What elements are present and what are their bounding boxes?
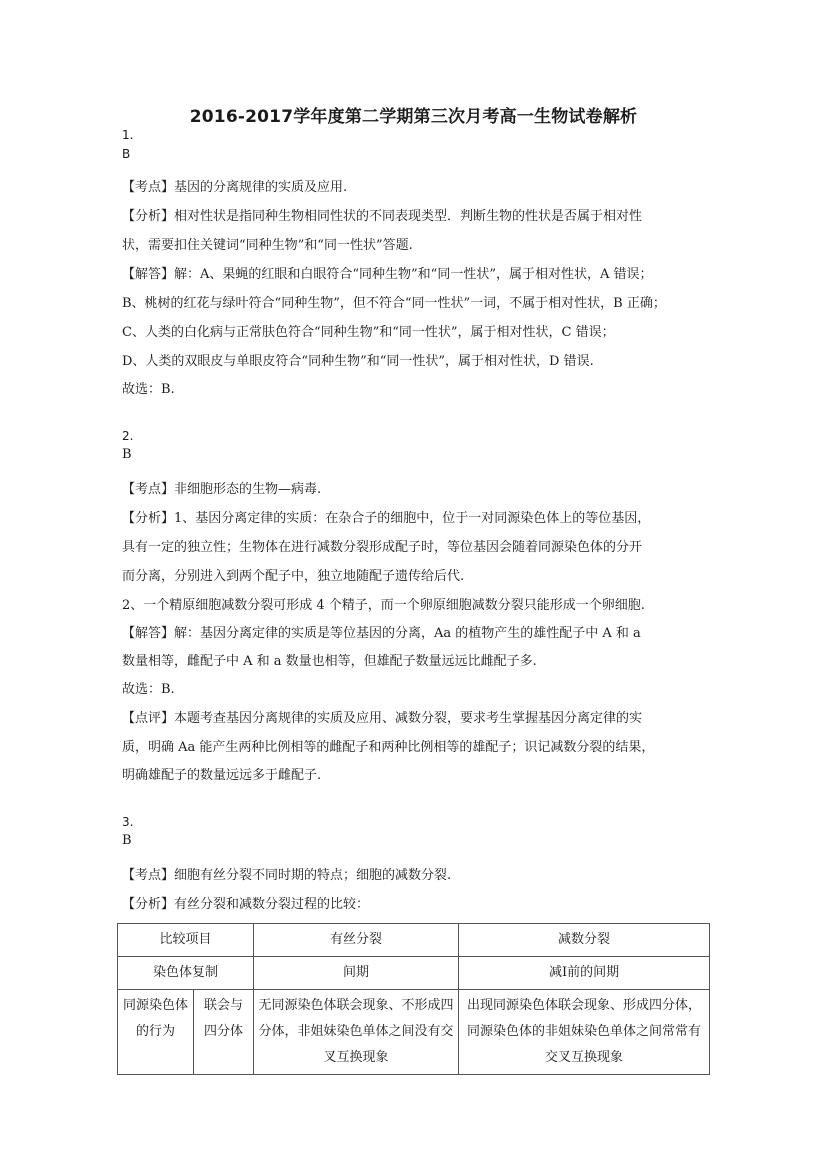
- table-cell: 间期: [254, 957, 459, 990]
- text-line: 【考点】细胞有丝分裂不同时期的特点；细胞的减数分裂.: [122, 868, 452, 883]
- table-header-cell: 有丝分裂: [254, 924, 459, 957]
- text-line: 【分析】1、基因分离定律的实质：在杂合子的细胞中，位于一对同源染色体上的等位基因，: [122, 511, 651, 526]
- text-line: 【分析】有丝分裂和减数分裂过程的比较：: [122, 897, 370, 912]
- text-line: 【点评】本题考查基因分离规律的实质及应用、减数分裂，要求考生掌握基因分离定律的实: [122, 711, 643, 726]
- text-line: 2、一个精原细胞减数分裂可形成 4 个精子，而一个卵原细胞减数分裂只能形成一个卵细胞.: [122, 598, 645, 613]
- text-line: 状，需要扣住关键词“同种生物”和“同一性状”答题.: [122, 238, 413, 253]
- text-line: 数量相等，雌配子中 A 和 a 数量也相等，但雄配子数量远远比雌配子多.: [122, 654, 537, 669]
- text-line: 【分析】相对性状是指同种生物相同性状的不同表现类型．判断生物的性状是否属于相对性: [122, 209, 643, 224]
- table-row: [118, 957, 710, 990]
- question-answer: B: [122, 447, 132, 462]
- text-line: 故选：B.: [122, 682, 175, 697]
- text-line: D、人类的双眼皮与单眼皮符合“同种生物”和“同一性状”，属于相对性状，D 错误.: [122, 354, 594, 369]
- question-answer: B: [122, 833, 132, 848]
- text-line: 明确雄配子的数量远远多于雌配子.: [122, 768, 322, 783]
- table-cell: 联会与四分体: [194, 990, 254, 1075]
- table-cell: 无同源染色体联会现象、不形成四分体，非姐妹染色单体之间没有交叉互换现象: [254, 990, 459, 1075]
- question-number: 2.: [122, 429, 134, 443]
- page-title: 2016-2017学年度第二学期第三次月考高一生物试卷解析: [189, 107, 638, 127]
- comparison-table: [117, 923, 710, 1075]
- text-line: 【解答】解：A、果蝇的红眼和白眼符合“同种生物”和“同一性状”，属于相对性状，A 错误；: [122, 267, 653, 282]
- text-line: 而分离，分别进入到两个配子中，独立地随配子遗传给后代.: [122, 569, 465, 584]
- question-number: 1.: [122, 128, 134, 142]
- text-line: B、桃树的红花与绿叶符合“同种生物”，但不符合“同一性状”一词，不属于相对性状，B 正确；: [122, 296, 666, 311]
- table-cell: 染色体复制: [118, 957, 254, 990]
- text-line: 质，明确 Aa 能产生两种比例相等的雌配子和两种比例相等的雄配子；识记减数分裂的结果，: [122, 740, 655, 755]
- table-header-row: [118, 924, 710, 957]
- table-cell: 减Ⅰ前的间期: [459, 957, 710, 990]
- table-row: [118, 990, 710, 1075]
- table-cell: 同源染色体的行为: [118, 990, 194, 1075]
- table-header-cell: 比较项目: [118, 924, 254, 957]
- question-answer: B: [122, 147, 131, 161]
- text-line: 【考点】基因的分离规律的实质及应用.: [122, 180, 348, 195]
- question-number: 3.: [122, 815, 134, 829]
- text-line: 故选：B.: [122, 382, 175, 397]
- table-cell: 出现同源染色体联会现象、形成四分体，同源染色体的非姐妹染色单体之间常常有交叉互换现象: [459, 990, 710, 1075]
- text-line: 【解答】解：基因分离定律的实质是等位基因的分离，Aa 的植物产生的雄性配子中 A 和 a: [122, 626, 641, 641]
- text-line: C、人类的白化病与正常肤色符合“同种生物”和“同一性状”，属于相对性状，C 错误；: [122, 325, 615, 340]
- text-line: 【考点】非细胞形态的生物—病毒.: [122, 482, 322, 497]
- text-line: 具有一定的独立性；生物体在进行减数分裂形成配子时，等位基因会随着同源染色体的分开: [122, 540, 643, 555]
- table-header-cell: 减数分裂: [459, 924, 710, 957]
